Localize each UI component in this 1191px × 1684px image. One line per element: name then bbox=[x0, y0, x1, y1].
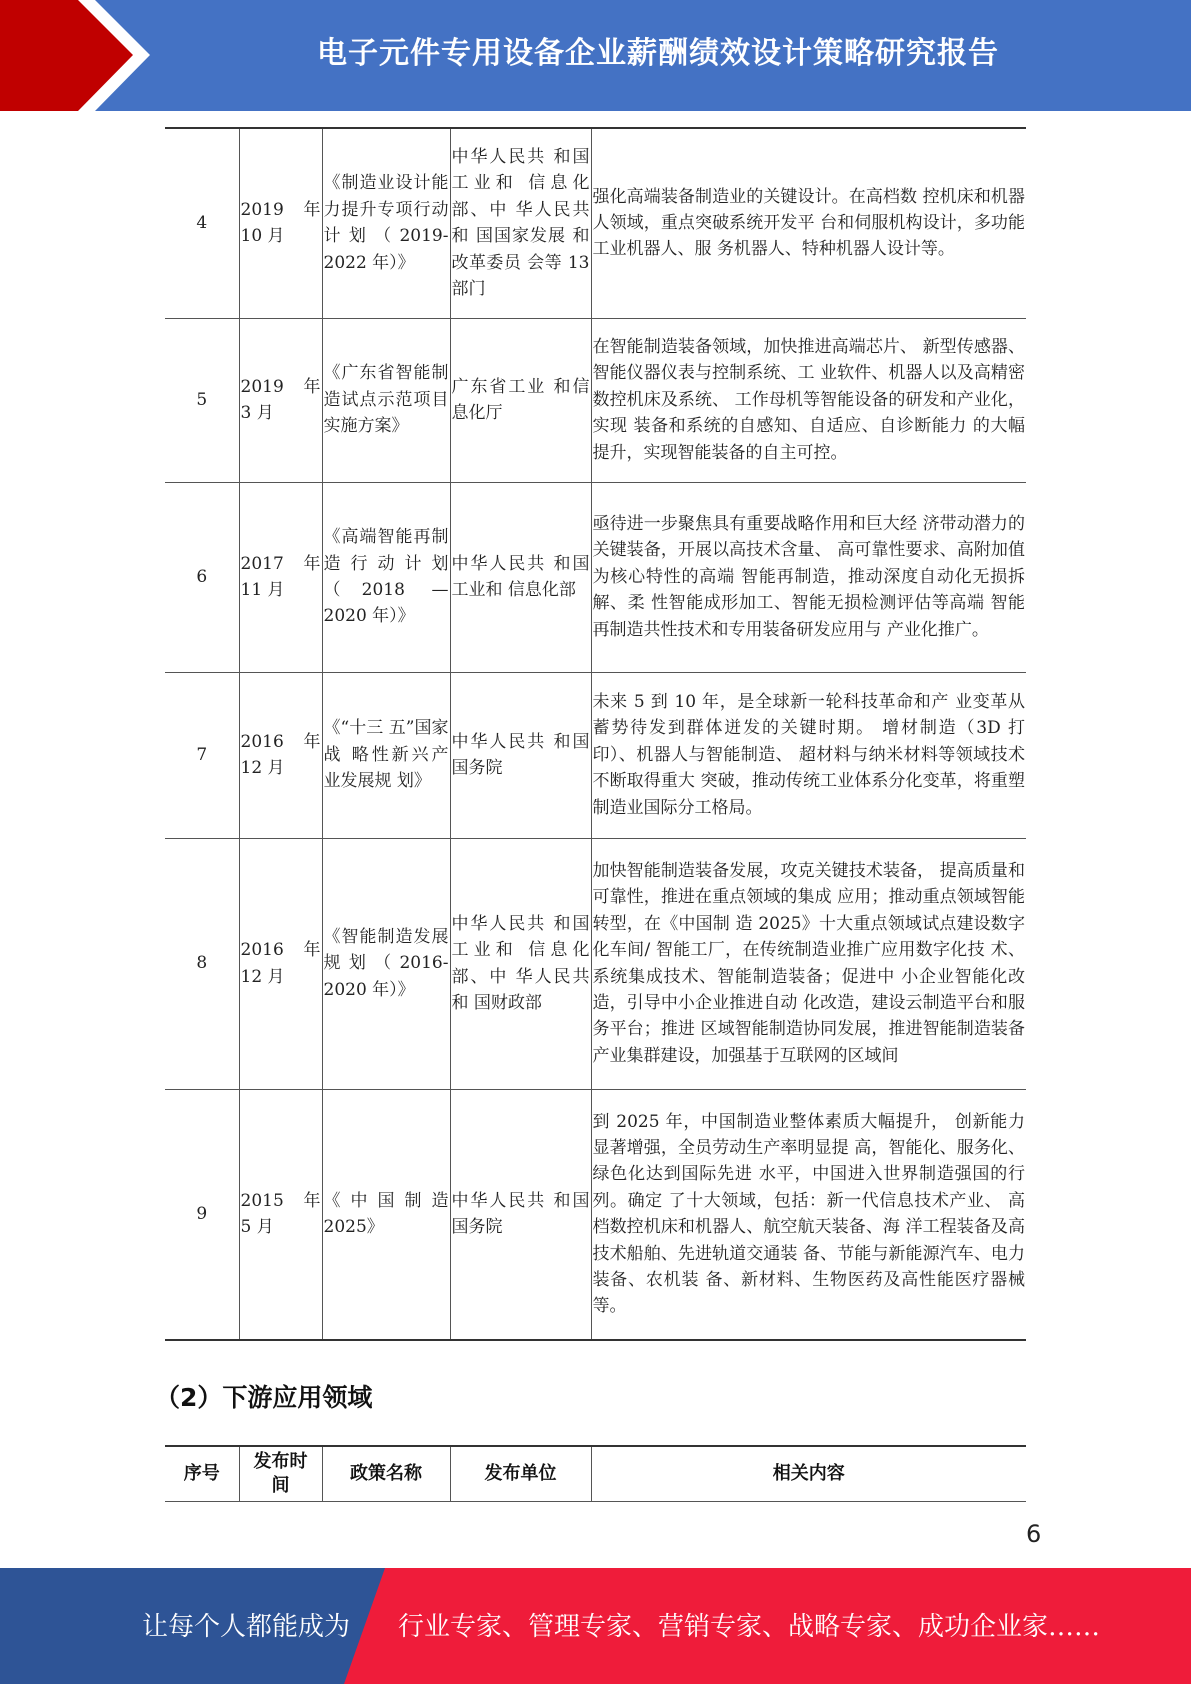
policy-content: 到 2025 年，中国制造业整体素质大幅提升， 创新能力显著增强，全员劳动生产率明显提 高，智能化、服务化、绿色化达到国际先进 水平，中国进入世界制造强国的行列。确定 了十大领域，包括：新一代信息技术产业、 高档数控机床和机器人、航空航天装备、海 洋工程装备及高技术船舶、先进轨道交通装 备、节能与新能源汽车、电力装备、农机装 备、新材料、生物医药及高性能医疗器械等。 bbox=[591, 1089, 1026, 1340]
downstream-table-header bbox=[165, 1445, 1026, 1502]
table-row bbox=[165, 128, 1026, 318]
policy-name: 《“十三 五”国家战 略性新兴产 业发展规 划》 bbox=[322, 672, 450, 838]
policy-content: 加快智能制造装备发展，攻克关键技术装备， 提高质量和可靠性，推进在重点领域的集成 应用；推动重点领域智能转型，在《中国制 造 2025》十大重点领域试点建设数字化车间/ 智能工厂，在传统制造业推广应用数字化技 术、系统集成技术、智能制造装备；促进中 小企业智能化改造，引导中小企业推进自动 化改造，建设云制造平台和服务平台；推进 区域智能制造协同发展，推进智能制造装备产业集群建设，加强基于互联网的区域间 bbox=[591, 838, 1026, 1089]
page-number: 6 bbox=[1026, 1520, 1042, 1548]
table-row bbox=[165, 672, 1026, 838]
header-cell: 发布单位 bbox=[450, 1446, 591, 1502]
issuer: 中华人民共 和国国务院 bbox=[450, 1089, 591, 1340]
release-date: 2015 年 5 月 bbox=[239, 1089, 322, 1340]
policy-name: 《高端智能再制造行动计划（2018 — 2020 年）》 bbox=[322, 482, 450, 672]
release-date: 2016 年 12 月 bbox=[239, 672, 322, 838]
issuer: 中华人民共 和国工业和 信息化部、中 华人民共和 国国家发展 和改革委员 会等 13 部门 bbox=[450, 128, 591, 318]
row-number: 9 bbox=[165, 1089, 239, 1340]
row-number: 7 bbox=[165, 672, 239, 838]
release-date: 2019 年 3 月 bbox=[239, 318, 322, 482]
release-date: 2016 年 12 月 bbox=[239, 838, 322, 1089]
policy-content: 未来 5 到 10 年，是全球新一轮科技革命和产 业变革从蓄势待发到群体迸发的关键时期。 增材制造（3D 打印）、机器人与智能制造、 超材料与纳米材料等领域技术不断取得重大 突破，推动传统工业体系分化变革，将重塑 制造业国际分工格局。 bbox=[591, 672, 1026, 838]
policy-table bbox=[165, 127, 1026, 1341]
row-number: 4 bbox=[165, 128, 239, 318]
release-date: 2017 年 11 月 bbox=[239, 482, 322, 672]
table-row bbox=[165, 318, 1026, 482]
issuer: 广东省工业 和信息化厅 bbox=[450, 318, 591, 482]
row-number: 5 bbox=[165, 318, 239, 482]
header-cell: 政策名称 bbox=[322, 1446, 450, 1502]
policy-content: 在智能制造装备领域，加快推进高端芯片、 新型传感器、智能仪器仪表与控制系统、工 业软件、机器人以及高精密数控机床及系统、 工作母机等智能设备的研发和产业化，实现 装备和系统的自感知、自适应、自诊断能力 的大幅提升，实现智能装备的自主可控。 bbox=[591, 318, 1026, 482]
table-row bbox=[165, 482, 1026, 672]
header-cell: 发布时间 bbox=[239, 1446, 322, 1502]
table-row bbox=[165, 838, 1026, 1089]
page-header bbox=[0, 0, 1191, 111]
header-cell: 序号 bbox=[165, 1446, 239, 1502]
policy-content: 亟待进一步聚焦具有重要战略作用和巨大经 济带动潜力的关键装备，开展以高技术含量、 高可靠性要求、高附加值为核心特性的高端 智能再制造，推动深度自动化无损拆解、柔 性智能成形加工、智能无损检测评估等高端 智能再制造共性技术和专用装备研发应用与 产业化推广。 bbox=[591, 482, 1026, 672]
issuer: 中华人民共 和国国务院 bbox=[450, 672, 591, 838]
header-cell: 相关内容 bbox=[591, 1446, 1026, 1502]
release-date: 2019 年 10 月 bbox=[239, 128, 322, 318]
issuer: 中华人民共 和国工业和 信息化部、中 华人民共和 国财政部 bbox=[450, 838, 591, 1089]
row-number: 8 bbox=[165, 838, 239, 1089]
policy-content: 强化高端装备制造业的关键设计。在高档数 控机床和机器人领域，重点突破系统开发平 台和伺服机构设计，多功能工业机器人、服 务机器人、特种机器人设计等。 bbox=[591, 128, 1026, 318]
table-row bbox=[165, 1089, 1026, 1340]
policy-name: 《中国制造 2025》 bbox=[322, 1089, 450, 1340]
issuer: 中华人民共 和国工业和 信息化部 bbox=[450, 482, 591, 672]
report-title: 电子元件专用设备企业薪酬绩效设计策略研究报告 bbox=[317, 36, 999, 71]
policy-name: 《智能制造发展规划（2016-2020 年）》 bbox=[322, 838, 450, 1089]
policy-name: 《制造业设计能力提升专项行动计划（2019-2022 年）》 bbox=[322, 128, 450, 318]
footer-slogan-left: 让每个人都能成为 bbox=[142, 1612, 351, 1642]
policy-name: 《广东省智能制造试点示范项目实施方案》 bbox=[322, 318, 450, 482]
section-heading: （2）下游应用领域 bbox=[155, 1383, 373, 1412]
footer-slogan-right: 行业专家、管理专家、营销专家、战略专家、成功企业家…… bbox=[398, 1612, 1101, 1642]
page-footer bbox=[0, 1568, 1191, 1684]
row-number: 6 bbox=[165, 482, 239, 672]
table-header-row bbox=[165, 1446, 1026, 1502]
